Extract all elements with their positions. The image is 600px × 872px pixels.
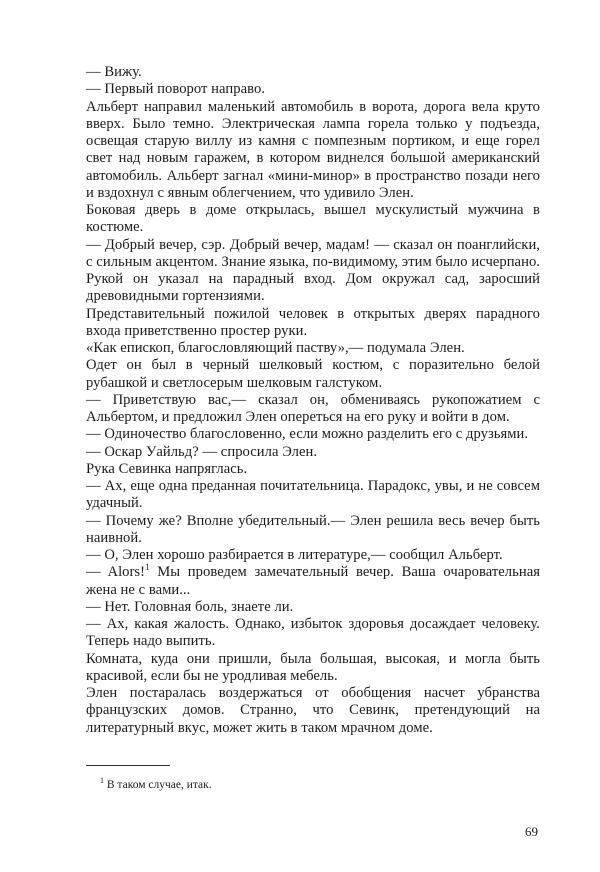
paragraph: — Добрый вечер, сэр. Добрый вечер, мадам! — сказал он поанглийски, с сильным акцентом. Знание языка, по-видимому, этим было исчерпано. Рукой он указал на парадный вход. Дом окружал сад, заросший древовидными гортензиями. [86, 236, 540, 305]
footnote [100, 774, 212, 792]
paragraph: — Ах, еще одна преданная почитательница. Парадокс, увы, и не совсем удачный. [86, 478, 540, 512]
footnote-marker: 1 [145, 562, 150, 573]
paragraph: — Ах, какая жалость. Однако, избыток здоровья досаждает человеку. Теперь надо выпить. [86, 616, 540, 650]
paragraph: — Нет. Головная боль, знаете ли. [86, 598, 294, 615]
paragraph: Представительный пожилой человек в открытых дверях парадного входа приветственно простер руки. [86, 305, 540, 339]
footnote-number: 1 [100, 776, 104, 785]
paragraph: — Почему же? Вполне убедительный.— Элен решила весь вечер быть наивной. [86, 512, 540, 546]
footnote-divider [86, 765, 170, 766]
paragraph: Альберт направил маленький автомобиль в ворота, дорога вела круто вверх. Было темно. Электрическая лампа горела только у подъезда, освещая старую виллу из камня с помпезным портиком, и еще горел свет над новым гаражем, в котором виднелся большой американский автомобиль. Альберт загнал «мини-минор» в пространство позади него и вздохнул с явным облегчением, что удивило Элен. [86, 98, 540, 201]
paragraph: Одет он был в черный шелковый костюм, с поразительно белой рубашкой и светлосерым шелковым галстуком. [86, 357, 540, 391]
paragraph: — О, Элен хорошо разбирается в литературе,— сообщил Альберт. [86, 547, 503, 563]
paragraph: Боковая дверь в доме открылась, вышел мускулистый мужчина в костюме. [86, 202, 540, 236]
paragraph: Рука Севинка напряглась. [86, 460, 248, 477]
body-text [86, 64, 540, 737]
alors-rest: Мы проведем замечательный вечер. Ваша очаровательная жена не с вами... [86, 564, 540, 598]
paragraph: — Оскар Уайльд? — спросила Элен. [86, 443, 318, 460]
alors-text: — Alors! [86, 564, 146, 581]
paragraph-alors [86, 564, 540, 599]
paragraph: Элен постаралась воздержаться от обобщения насчет убранства французских домов. Странно, что Севинк, претендующий на литературный вкус, может жить в таком мрачном доме. [86, 685, 540, 736]
paragraph: «Как епископ, благословляющий паству»,— подумала Элен. [86, 340, 465, 356]
paragraph: — Вижу. [86, 64, 142, 80]
paragraph: Комната, куда они пришли, была большая, высокая, и могла быть красивой, если бы не уродливая мебель. [86, 650, 540, 684]
paragraph: — Приветствую вас,— сказал он, обмениваясь рукопожатием с Альбертом, и предложил Элен опереться на его руку и войти в дом. [86, 391, 540, 425]
page-number: 69 [525, 824, 538, 839]
footnote-text: В таком случае, итак. [106, 778, 212, 791]
paragraph: — Первый поворот направо. [86, 81, 265, 98]
paragraph: — Одиночество благословенно, если можно разделить его с друзьями. [86, 426, 529, 443]
